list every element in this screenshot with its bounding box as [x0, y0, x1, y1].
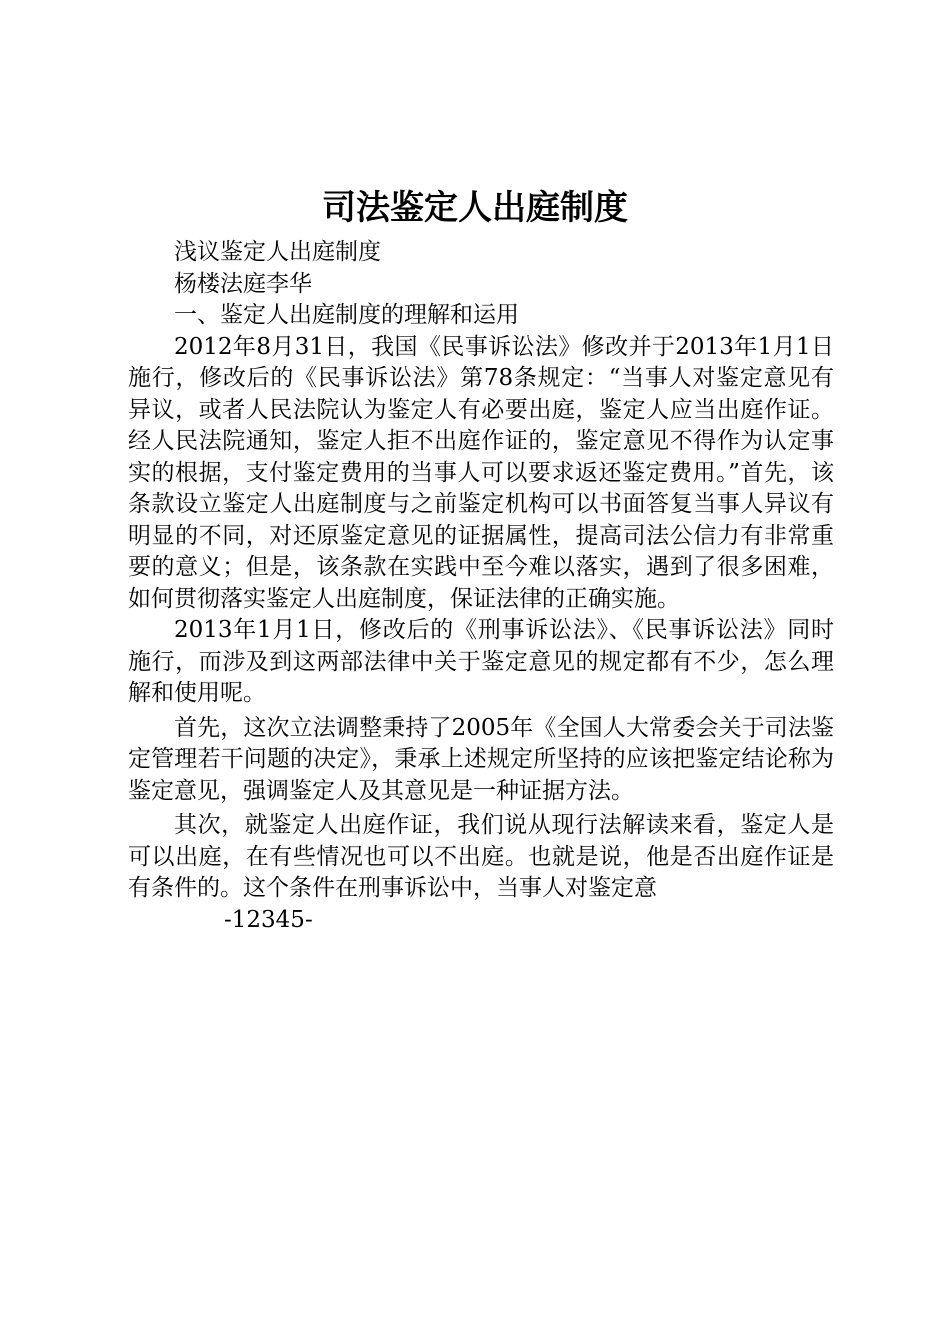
paragraph-4: 其次，就鉴定人出庭作证，我们说从现行法解读来看，鉴定人是可以出庭，在有些情况也可以不出庭。也就是说，他是否出庭作证是有条件的。这个条件在刑事诉讼中，当事人对鉴定意: [128, 812, 834, 901]
section-heading: 一、鉴定人出庭制度的理解和运用: [174, 302, 519, 328]
author-line: 杨楼法庭李华: [174, 270, 312, 297]
paragraph-1: 2012年8月31日，我国《民事诉讼法》修改并于2013年1月1日施行，修改后的《民事诉讼法》第78条规定：“当事人对鉴定意见有异议，或者人民法院认为鉴定人有必要出庭，鉴定人应当出庭作证。经人民法院通知，鉴定人拒不出庭作证的，鉴定意见不得作为认定事实的根据，支付鉴定费用的当事人可以要求返还鉴定费用。”首先，该条款设立鉴定人出庭制度与之前鉴定机构可以书面答复当事人异议有明显的不同，对还原鉴定意见的证据属性，提高司法公信力有非常重要的意义；但是，该条款在实践中至今难以落实，遇到了很多困难，如何贯彻落实鉴定人出庭制度，保证法律的正确实施。: [128, 333, 834, 612]
paragraph-3: 首先，这次立法调整秉持了2005年《全国人大常委会关于司法鉴定管理若干问题的决定》，秉承上述规定所坚持的应该把鉴定结论称为鉴定意见，强调鉴定人及其意见是一种证据方法。: [128, 714, 834, 804]
page-number: -12345-: [224, 906, 313, 933]
document-body: [128, 237, 834, 936]
paragraph-2: 2013年1月1日，修改后的《刑事诉讼法》、《民事诉讼法》同时施行，而涉及到这两部法律中关于鉴定意见的规定都有不少，怎么理解和使用呢。: [128, 617, 834, 706]
document-subtitle: 浅议鉴定人出庭制度: [174, 239, 381, 265]
document-title: 司法鉴定人出庭制度: [322, 188, 628, 228]
